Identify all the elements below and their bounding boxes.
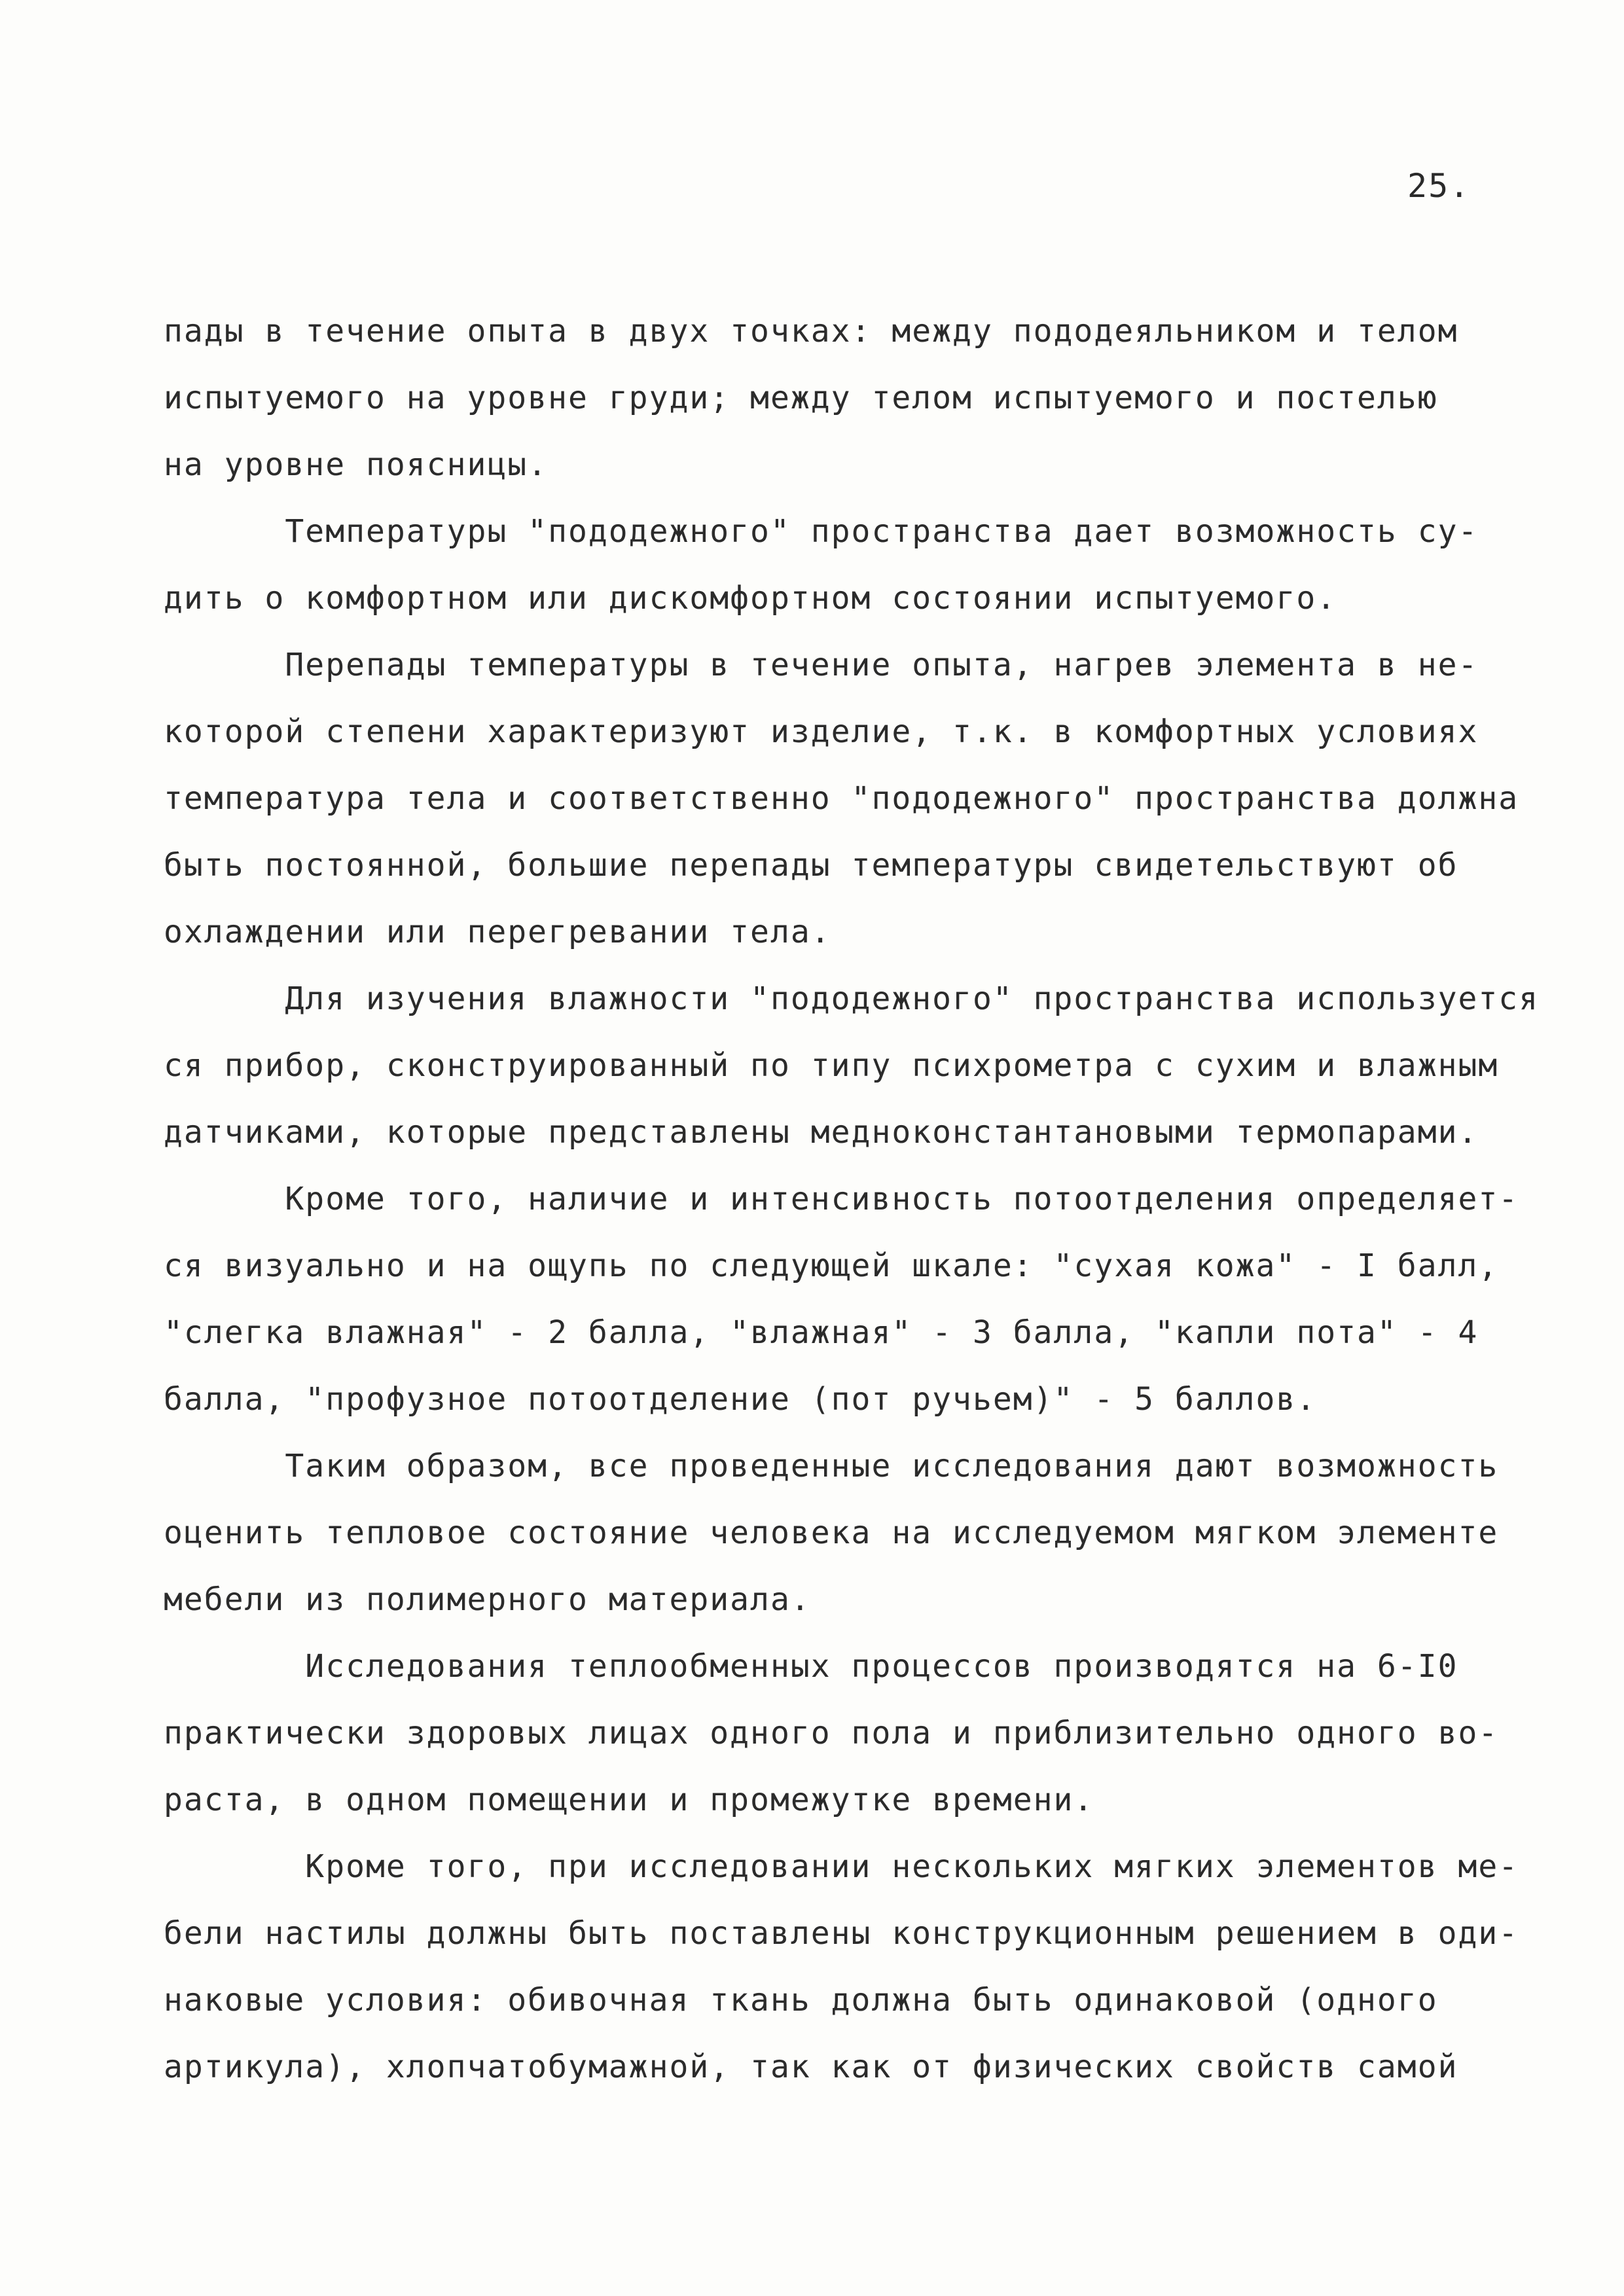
text-line: охлаждении или перегревании тела. [164,914,831,950]
text-line: балла, "профузное потоотделение (пот ручьем)" - 5 баллов. [164,1381,1317,1418]
text-line: Исследования теплообменных процессов производятся на 6-I0 [164,1648,1458,1685]
text-line: испытуемого на уровне груди; между телом испытуемого и постелью [164,380,1438,416]
text-line: Для изучения влажности "пододежного" пространства используется [164,980,1540,1017]
text-line: Перепады температуры в течение опыта, нагрев элемента в не- [164,647,1479,683]
text-line: быть постоянной, большие перепады температуры свидетельствуют об [164,847,1458,884]
text-line: практически здоровых лицах одного пола и приблизительно одного во- [164,1715,1499,1751]
body-text [164,298,1540,2100]
text-line: Температуры "пододежного" пространства дает возможность су- [164,513,1479,550]
text-line: которой степени характеризуют изделие, т.к. в комфортных условиях [164,713,1479,750]
text-line: бели настилы должны быть поставлены конструкционным решением в оди- [164,1915,1519,1952]
text-line: мебели из полимерного материала. [164,1581,811,1618]
text-line: на уровне поясницы. [164,446,549,483]
text-line: пады в течение опыта в двух точках: между пододеяльником и телом [164,313,1458,350]
page-number: 25. [1407,167,1471,205]
text-line: температура тела и соответственно "пододежного" пространства должна [164,780,1519,817]
text-line: ся визуально и на ощупь по следующей шкале: "сухая кожа" - I балл, [164,1247,1499,1284]
text-line: ся прибор, сконструированный по типу психрометра с сухим и влажным [164,1047,1499,1084]
text-line: оценить тепловое состояние человека на исследуемом мягком элементе [164,1515,1499,1551]
text-line: дить о комфортном или дискомфортном состоянии испытуемого. [164,580,1337,617]
text-line: "слегка влажная" - 2 балла, "влажная" - 3 балла, "капли пота" - 4 [164,1314,1479,1351]
text-line: наковые условия: обивочная ткань должна быть одинаковой (одного [164,1982,1438,2018]
text-line: Кроме того, при исследовании нескольких мягких элементов ме- [164,1848,1519,1885]
text-line: раста, в одном помещении и промежутке времени. [164,1782,1094,1818]
text-line: артикула), хлопчатобумажной, так как от физических свойств самой [164,2049,1458,2085]
text-line: Кроме того, наличие и интенсивность потоотделения определяет- [164,1181,1519,1217]
text-line: датчиками, которые представлены медноконстантановыми термопарами. [164,1114,1479,1151]
text-line: Таким образом, все проведенные исследования дают возможность [164,1448,1499,1484]
